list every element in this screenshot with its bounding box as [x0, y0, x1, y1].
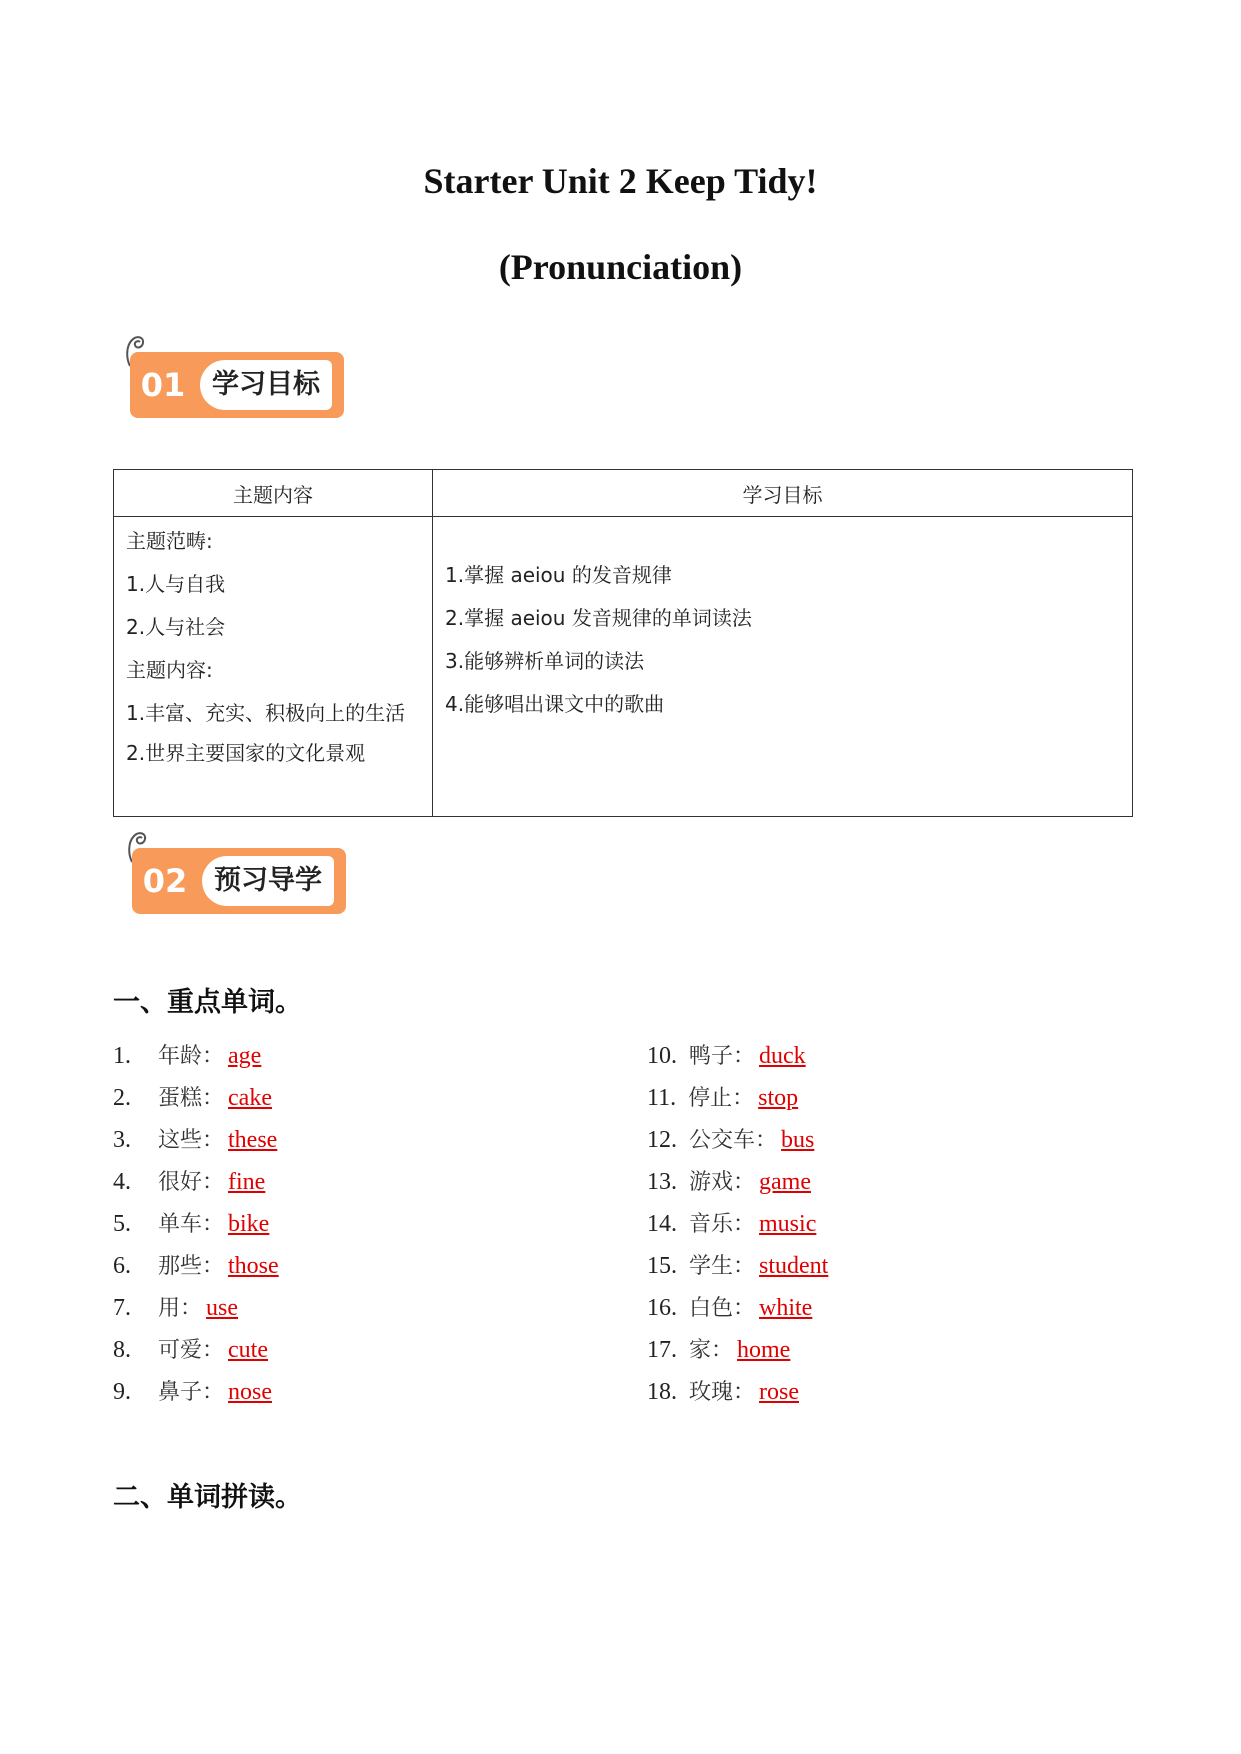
badge-number: 01 [140, 366, 186, 404]
vocab-english: music [759, 1211, 817, 1237]
category-item: 1.人与自我 [126, 572, 226, 596]
section-badge-preview [124, 828, 354, 914]
vocab-item [647, 1124, 828, 1166]
vocab-english: home [737, 1337, 791, 1363]
vocab-item [113, 1124, 279, 1166]
vocab-english: those [228, 1253, 279, 1279]
vocab-english: nose [228, 1379, 273, 1405]
vocab-english: bike [228, 1211, 270, 1237]
goal-item: 2.掌握 aeiou 发音规律的单词读法 [445, 606, 752, 630]
vocab-chinese: 鼻子： [158, 1380, 225, 1405]
vocab-number: 17. [647, 1337, 677, 1363]
vocab-number: 10. [647, 1043, 677, 1069]
vocab-english: use [206, 1295, 239, 1321]
vocab-item [647, 1250, 828, 1292]
vocab-number: 18. [647, 1379, 677, 1405]
section-badge-objectives [122, 332, 352, 418]
goal-item: 3.能够辨析单词的读法 [445, 649, 645, 673]
vocab-item [113, 1166, 279, 1208]
vocab-number: 7. [113, 1295, 131, 1321]
vocab-chinese: 音乐： [689, 1212, 756, 1237]
category-item: 2.人与社会 [126, 615, 226, 639]
badge-label: 学习目标 [200, 360, 332, 410]
vocab-number: 16. [647, 1295, 677, 1321]
page-subtitle: (Pronunciation) [498, 247, 743, 287]
vocab-number: 2. [113, 1085, 131, 1111]
section-heading-spelling: 二、单词拼读。 [113, 1482, 302, 1513]
vocab-number: 1. [113, 1043, 131, 1069]
vocab-english: fine [228, 1169, 266, 1195]
vocab-item [647, 1082, 828, 1124]
vocab-chinese: 玫瑰： [689, 1380, 756, 1405]
vocab-chinese: 学生： [689, 1254, 756, 1279]
vocab-item [647, 1166, 828, 1208]
vocab-english: cake [228, 1085, 272, 1111]
vocab-english: rose [759, 1379, 799, 1405]
vocab-english: student [759, 1253, 829, 1279]
vocab-number: 4. [113, 1169, 131, 1195]
vocab-chinese: 鸭子： [689, 1044, 756, 1069]
vocab-number: 13. [647, 1169, 677, 1195]
vocab-number: 6. [113, 1253, 131, 1279]
vocab-number: 12. [647, 1127, 677, 1153]
vocab-chinese: 可爱： [158, 1338, 225, 1363]
vocab-chinese: 家： [689, 1338, 734, 1363]
content-item: 1.丰富、充实、积极向上的生活 [126, 701, 406, 725]
vocab-item [113, 1208, 279, 1250]
table-header-theme: 主题内容 [114, 470, 433, 517]
theme-cell [114, 517, 432, 767]
vocab-chinese: 公交车： [689, 1128, 778, 1153]
vocab-number: 11. [647, 1085, 677, 1111]
vocab-chinese: 用： [158, 1296, 203, 1321]
vocab-english: game [759, 1169, 811, 1195]
vocab-item [113, 1040, 279, 1082]
vocab-number: 5. [113, 1211, 131, 1237]
vocab-english: white [759, 1295, 813, 1321]
vocab-english: age [228, 1043, 262, 1069]
vocab-chinese: 蛋糕： [158, 1086, 225, 1111]
vocab-item [647, 1040, 828, 1082]
vocab-item [647, 1208, 828, 1250]
vocab-chinese: 游戏： [689, 1170, 756, 1195]
vocab-item [647, 1292, 828, 1334]
vocab-english: these [228, 1127, 278, 1153]
vocab-number: 14. [647, 1211, 677, 1237]
vocab-chinese: 那些： [158, 1254, 225, 1279]
vocab-english: bus [781, 1127, 815, 1153]
category-heading: 主题范畴: [126, 529, 213, 553]
vocab-chinese: 单车： [158, 1212, 225, 1237]
goals-cell [433, 517, 1132, 718]
vocab-chinese: 年龄： [158, 1044, 225, 1069]
vocab-chinese: 停止： [688, 1086, 755, 1111]
vocab-item [113, 1250, 279, 1292]
vocab-item [113, 1376, 279, 1418]
vocab-number: 3. [113, 1127, 131, 1153]
vocab-number: 9. [113, 1379, 131, 1405]
objectives-table [113, 469, 1133, 817]
section-heading-key-words: 一、重点单词。 [113, 987, 302, 1018]
vocab-item [113, 1292, 279, 1334]
page-title: Starter Unit 2 Keep Tidy! [423, 161, 818, 201]
vocab-english: stop [758, 1085, 799, 1111]
vocab-english: duck [759, 1043, 806, 1069]
content-item: 2.世界主要国家的文化景观 [126, 741, 366, 765]
goal-item: 4.能够唱出课文中的歌曲 [445, 692, 665, 716]
vocab-number: 15. [647, 1253, 677, 1279]
goal-item: 1.掌握 aeiou 的发音规律 [445, 563, 672, 587]
vocab-item [647, 1334, 828, 1376]
vocab-chinese: 这些： [158, 1128, 225, 1153]
vocab-chinese: 白色： [689, 1296, 756, 1321]
vocab-list-right [647, 1040, 828, 1418]
table-header-goals: 学习目标 [433, 470, 1133, 517]
vocab-item [647, 1376, 828, 1418]
vocab-list-left [113, 1040, 279, 1418]
badge-label: 预习导学 [202, 856, 334, 906]
vocab-item [113, 1082, 279, 1124]
vocab-number: 8. [113, 1337, 131, 1363]
vocab-chinese: 很好： [158, 1170, 225, 1195]
vocab-item [113, 1334, 279, 1376]
content-heading: 主题内容: [126, 658, 213, 682]
badge-number: 02 [142, 862, 188, 900]
vocab-english: cute [228, 1337, 268, 1363]
